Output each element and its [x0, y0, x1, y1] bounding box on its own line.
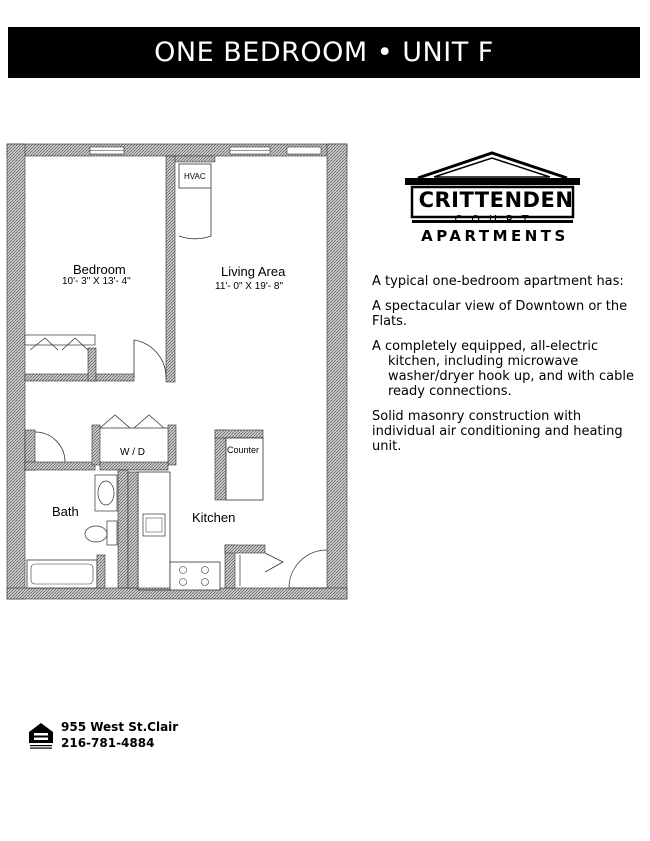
feature-view: A spectacular view of Downtown or the Flats. [372, 299, 628, 329]
feature-intro: A typical one-bedroom apartment has: [372, 274, 624, 289]
bath-label: Bath [52, 504, 79, 519]
feature-kitchen: A completely equipped, all-electric kitchen, including microwave washer/dryer hook up, and with cable ready connections. [372, 339, 634, 399]
bedroom-label: Bedroom [73, 262, 126, 277]
address: 955 West St.Clair [61, 720, 179, 734]
hvac-label: HVAC [184, 172, 206, 181]
phone-number: 216-781-4884 [61, 736, 155, 750]
washer-dryer-label: W / D [120, 447, 145, 458]
living-area-label: Living Area [221, 264, 286, 279]
bedroom-dimensions: 10'- 3" X 13'- 4" [62, 276, 131, 287]
living-area-dimensions: 11'- 0" X 19'- 8" [215, 281, 283, 292]
feature-construction: Solid masonry construction with individual air conditioning and heating unit. [372, 409, 623, 454]
contact-info [61, 719, 178, 751]
features-list [372, 274, 647, 464]
logo-apartments: APARTMENTS [421, 227, 569, 245]
logo-name: CRITTENDEN [418, 188, 574, 212]
counter-label: Counter [227, 445, 260, 455]
kitchen-label: Kitchen [192, 510, 236, 525]
page-title-banner [8, 27, 640, 78]
logo-court: COURT [454, 213, 538, 226]
equal-housing-opportunity-icon [28, 721, 54, 751]
floor-plan [0, 138, 360, 608]
page-title: ONE BEDROOM • UNIT F [154, 37, 494, 68]
